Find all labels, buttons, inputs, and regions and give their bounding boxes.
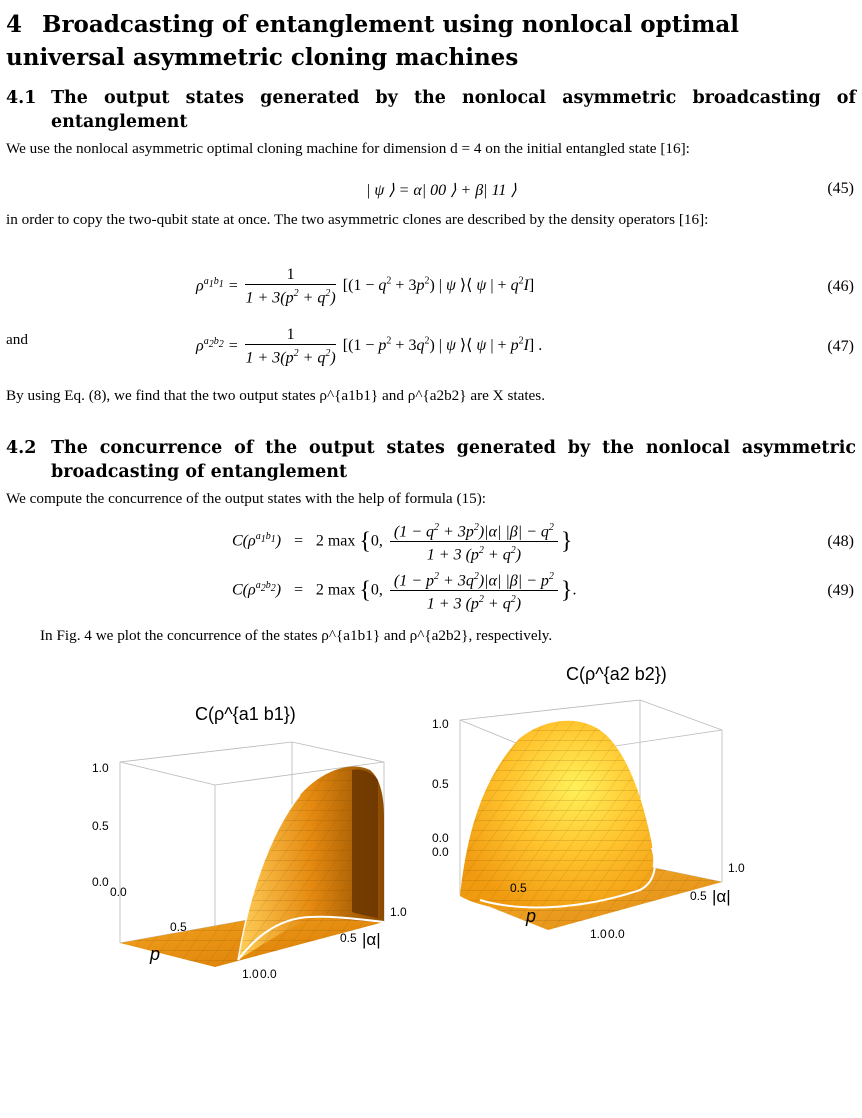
paragraph-3: By using Eq. (8), we find that the two output states ρ^{a1b1} and ρ^{a2b2} are X states. <box>6 387 545 404</box>
right-z-tick-2: 0.5 <box>432 777 449 791</box>
equation-tag-48: (48) <box>827 533 854 550</box>
right-y-tick-1: 0.0 <box>608 927 625 941</box>
section-title: Broadcasting of entanglement using nonlocal optimal universal asymmetric cloning machines <box>6 11 740 71</box>
right-z-tick-1: 1.0 <box>432 717 449 731</box>
right-z-title: C(ρ^{a2 b2}) <box>566 664 667 684</box>
equation-tag-46: (46) <box>827 278 854 295</box>
equation-tag-45: (45) <box>827 180 854 197</box>
paragraph-4: We compute the concurrence of the output states with the help of formula (15): <box>6 490 486 507</box>
left-x-label: p <box>150 944 161 964</box>
left-z-tick-3: 0.0 <box>92 875 109 889</box>
subsection-heading-1 <box>6 86 856 134</box>
right-y-tick-3: 1.0 <box>728 861 745 875</box>
left-plot-surface-shadow <box>352 769 378 918</box>
subsection-title-2: The concurrence of the output states generated by the nonlocal asymmetric broadcasting of entanglement <box>51 438 856 482</box>
and-text: and <box>6 331 28 348</box>
equation-45: | ψ ⟩ = α| 00 ⟩ + β| 11 ⟩ (45) <box>366 180 854 199</box>
paragraph-1: We use the nonlocal asymmetric optimal cloning machine for dimension d = 4 on the initial entangled state [16]: <box>6 140 690 157</box>
equation-tag-49: (49) <box>827 582 854 599</box>
figure-4-svg <box>0 660 862 1100</box>
right-y-label: |α| <box>712 887 731 906</box>
left-y-tick-2: 0.5 <box>340 931 357 945</box>
equation-tag-47: (47) <box>827 338 854 355</box>
right-y-tick-2: 0.5 <box>690 889 707 903</box>
right-x-tick-2: 0.5 <box>510 881 527 895</box>
subsection-title-1: The output states generated by the nonlocal asymmetric broadcasting of entanglement <box>51 88 856 132</box>
equation-47: $\rho^{a_2b_2}$ = $\frac{1}{1 + 3(p^2 + q^2)}$ [$(1 - p^2 + 3q^2)$ | ψ ⟩⟨ ψ | + $p^2I$] . (47) <box>196 326 854 367</box>
left-x-tick-2: 0.5 <box>170 920 187 934</box>
left-plot <box>92 704 407 981</box>
left-x-tick-1: 0.0 <box>110 885 127 899</box>
subsection-number-2: 4.2 <box>6 438 37 458</box>
left-x-tick-3: 1.0 <box>242 967 259 981</box>
figure-4 <box>0 660 862 1118</box>
left-y-label: |α| <box>362 930 381 949</box>
right-plot-surface-grid <box>460 721 653 911</box>
section-heading <box>6 8 856 74</box>
paragraph-2: in order to copy the two-qubit state at once. The two asymmetric clones are described by the density operators [16]: <box>6 211 709 228</box>
left-y-tick-1: 0.0 <box>260 967 277 981</box>
right-x-tick-1: 0.0 <box>432 845 449 859</box>
left-y-tick-3: 1.0 <box>390 905 407 919</box>
equation-49: $C(\rho^{a_2b_2}) = 2$ max {0, $\frac{(1 - p^2 + 3q^2)|\alpha| |\beta| - p^2}{1 + 3 (p^2 + q^2)}$ }. (49) <box>0 566 862 616</box>
left-z-tick-2: 0.5 <box>92 819 109 833</box>
right-x-label: p <box>526 906 537 926</box>
right-x-tick-3: 1.0 <box>590 927 607 941</box>
left-z-tick-1: 1.0 <box>92 761 109 775</box>
subsection-number-1: 4.1 <box>6 88 37 108</box>
paragraph-5: In Fig. 4 we plot the concurrence of the states ρ^{a1b1} and ρ^{a2b2}, respectively. <box>40 627 553 644</box>
equation-48: $C(\rho^{a_1b_1}) = 2$ max {0, $\frac{(1 - q^2 + 3p^2)|\alpha| |\beta| - q^2}{1 + 3 (p^2 + q^2)}$ } (48) <box>0 517 862 567</box>
equation-46: $\rho^{a_1b_1}$ = $\frac{1}{1 + 3(p^2 + q^2)}$ [$(1 - q^2 + 3p^2)$ | ψ ⟩⟨ ψ | + $q^2I$] (46) <box>196 266 854 307</box>
right-z-tick-3: 0.0 <box>432 831 449 845</box>
subsection-heading-2 <box>6 436 856 484</box>
left-z-title: C(ρ^{a1 b1}) <box>195 704 296 724</box>
section-number: 4 <box>6 11 23 38</box>
right-plot <box>432 664 745 941</box>
